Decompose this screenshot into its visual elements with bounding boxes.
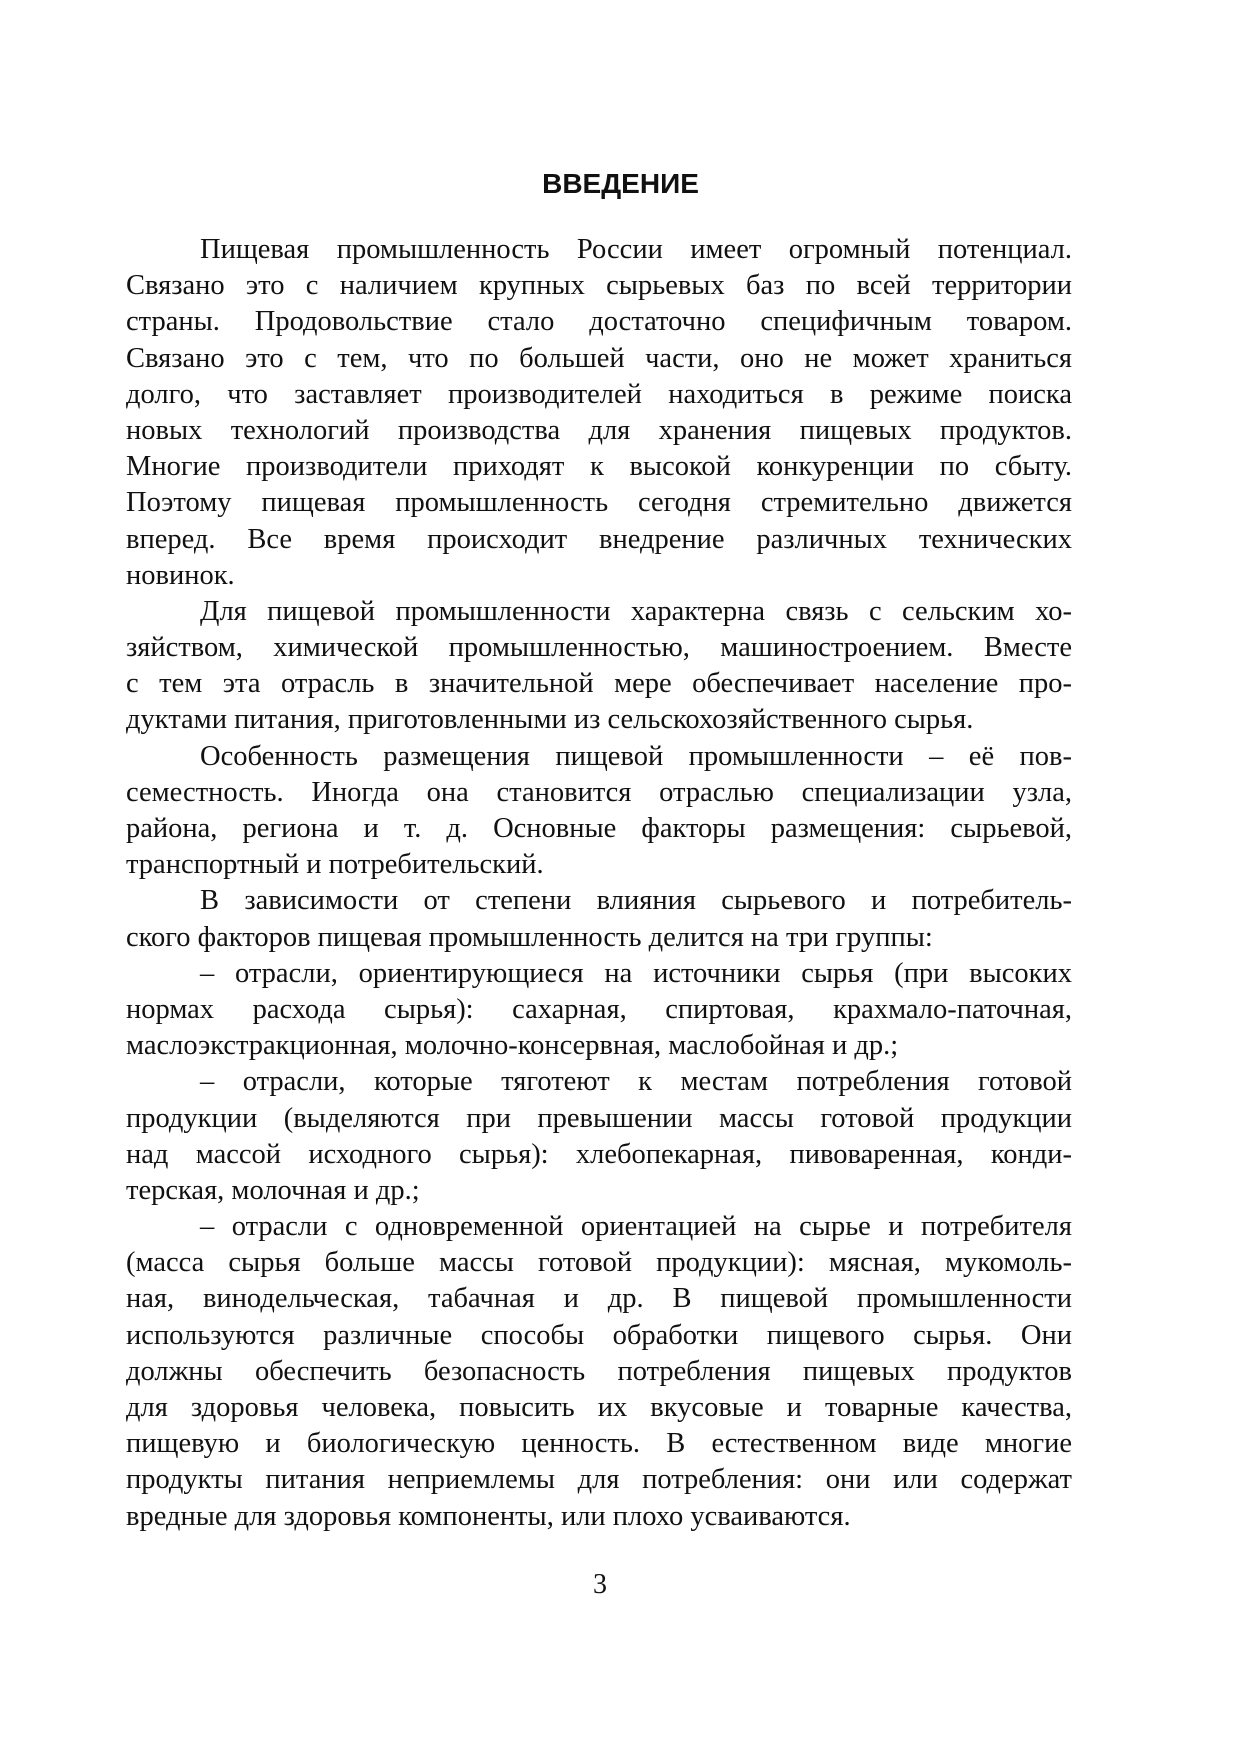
- text-line: Связано это с наличием крупных сырьевых баз по всей территории: [126, 270, 1072, 302]
- paragraph: [126, 594, 1072, 739]
- text-line: ная, винодельческая, табачная и др. В пищевой промышленности: [126, 1283, 1072, 1315]
- text-line: новинок.: [126, 559, 235, 591]
- text-line: нормах расхода сырья): сахарная, спиртовая, крахмало-паточная,: [126, 993, 1072, 1025]
- text-line: района, региона и т. д. Основные факторы размещения: сырьевой,: [126, 813, 1072, 844]
- text-line: над массой исходного сырья): хлебопекарная, пивоваренная, конди-: [126, 1138, 1072, 1170]
- text-line: Поэтому пищевая промышленность сегодня стремительно движется: [126, 487, 1072, 519]
- text-line: ского факторов пищевая промышленность делится на три группы:: [126, 921, 933, 953]
- text-line: продукции (выделяются при превышении массы готовой продукции: [126, 1102, 1072, 1134]
- text-line: продукты питания неприемлемы для потребления: они или содержат: [126, 1464, 1072, 1496]
- text-line: для здоровья человека, повысить их вкусовые и товарные качества,: [126, 1392, 1072, 1423]
- text-line: Многие производители приходят к высокой конкуренции по сбыту.: [126, 451, 1072, 483]
- paragraph: [126, 739, 1072, 884]
- text-line: пищевую и биологическую ценность. В естественном виде многие: [126, 1428, 1072, 1460]
- text-line: Особенность размещения пищевой промышленности – её пов-: [200, 740, 1072, 772]
- text-line: Пищевая промышленность России имеет огромный потенциал.: [200, 234, 1072, 265]
- paragraph: [126, 883, 1072, 955]
- paragraph: [126, 232, 1072, 594]
- text-line: новых технологий производства для хранения пищевых продуктов.: [126, 414, 1072, 446]
- body-text: [126, 232, 1072, 1535]
- text-line: – отрасли, которые тяготеют к местам потребления готовой: [200, 1066, 1072, 1098]
- text-line: должны обеспечить безопасность потребления пищевых продуктов: [126, 1355, 1072, 1387]
- text-line: вредные для здоровья компоненты, или плохо усваиваются.: [126, 1500, 851, 1532]
- text-line: – отрасли с одновременной ориентацией на сырье и потребителя: [200, 1211, 1072, 1243]
- text-line: вперед. Все время происходит внедрение различных технических: [126, 523, 1072, 555]
- text-line: Для пищевой промышленности характерна связь с сельским хо-: [200, 595, 1072, 627]
- paragraph: [126, 956, 1072, 1065]
- text-line: терская, молочная и др.;: [126, 1174, 420, 1206]
- page-heading: ВВЕДЕНИЕ: [542, 168, 699, 199]
- paragraph: [126, 1064, 1072, 1209]
- page-number: 3: [593, 1569, 607, 1600]
- text-line: используются различные способы обработки пищевого сырья. Они: [126, 1319, 1072, 1351]
- text-line: страны. Продовольствие стало достаточно специфичным товаром.: [126, 306, 1072, 338]
- text-line: (масса сырья больше массы готовой продукции): мясная, мукомоль-: [126, 1247, 1072, 1279]
- text-line: семестность. Иногда она становится отраслью специализации узла,: [126, 776, 1072, 808]
- text-line: дуктами питания, приготовленными из сельскохозяйственного сырья.: [126, 704, 974, 736]
- text-line: с тем эта отрасль в значительной мере обеспечивает население про-: [126, 668, 1072, 700]
- text-line: транспортный и потребительский.: [126, 849, 544, 881]
- text-line: Связано это с тем, что по большей части, оно не может храниться: [126, 342, 1072, 374]
- text-line: зяйством, химической промышленностью, машиностроением. Вместе: [126, 632, 1072, 664]
- text-line: маслоэкстракционная, молочно-консервная, маслобойная и др.;: [126, 1030, 899, 1062]
- text-line: – отрасли, ориентирующиеся на источники сырья (при высоких: [200, 957, 1072, 989]
- text-line: долго, что заставляет производителей находиться в режиме поиска: [126, 378, 1072, 410]
- text-line: В зависимости от степени влияния сырьевого и потребитель-: [200, 885, 1072, 917]
- paragraph: [126, 1209, 1072, 1535]
